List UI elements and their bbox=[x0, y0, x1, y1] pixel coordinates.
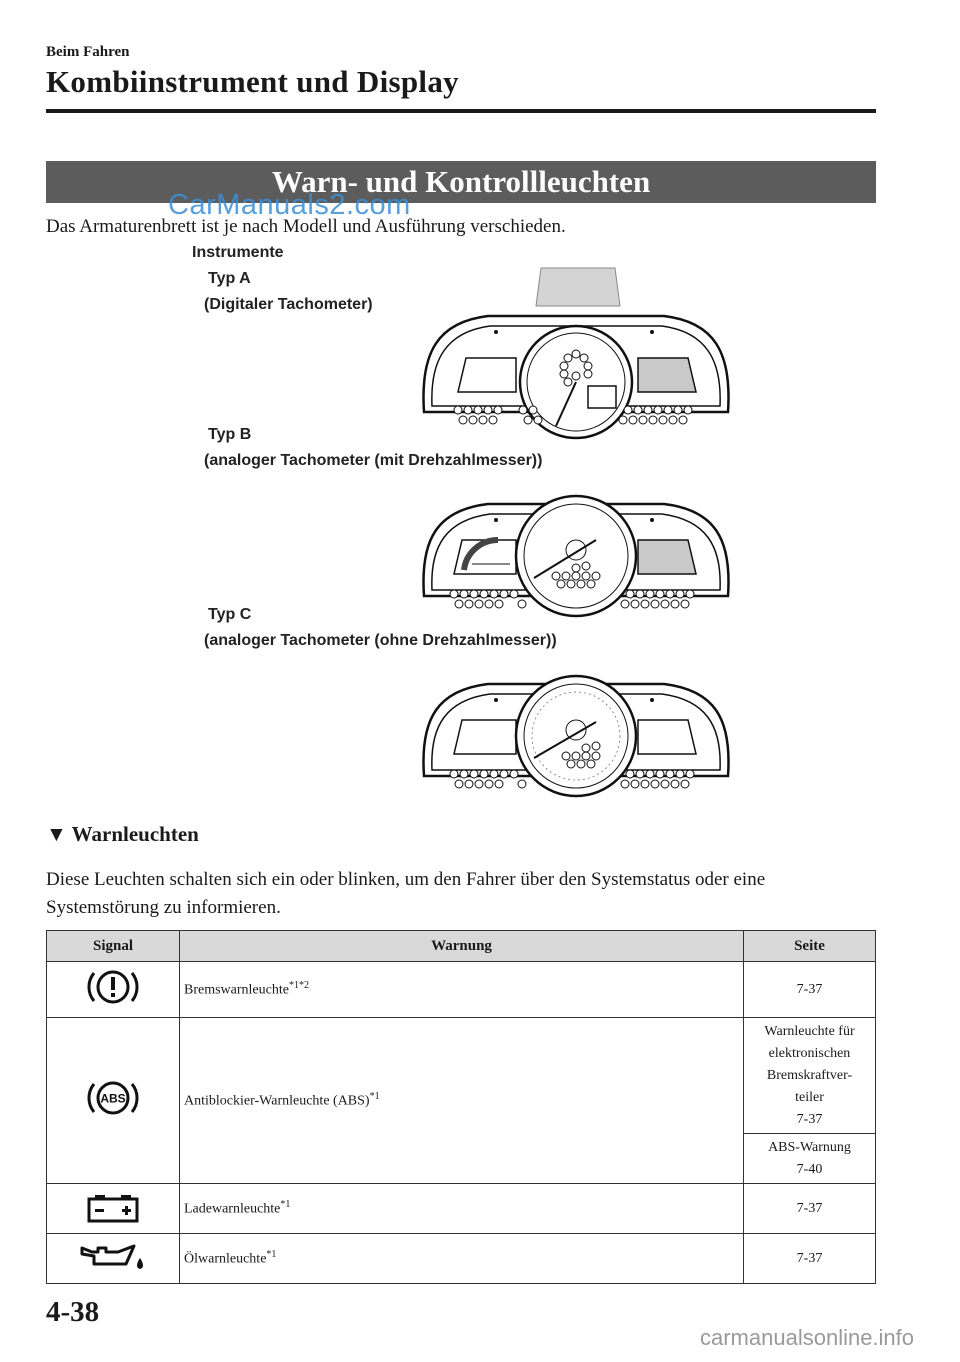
triangle-marker-icon: ▼ bbox=[46, 822, 67, 846]
signal-cell bbox=[47, 962, 180, 1018]
warning-name: Antiblockier-Warnleuchte (ABS) bbox=[184, 1093, 370, 1109]
type-c-desc: (analoger Tachometer (ohne Drehzahlmesser)) bbox=[204, 632, 557, 649]
page-number: 4-38 bbox=[46, 1296, 100, 1328]
page-ref-line: elektronischen bbox=[768, 1045, 851, 1061]
table-row bbox=[47, 1184, 876, 1234]
header-rule bbox=[46, 109, 876, 113]
page-ref-line: Bremskraftver- bbox=[766, 1067, 853, 1083]
section-heading bbox=[46, 822, 199, 847]
page-cell: 7-37 bbox=[744, 962, 876, 1018]
type-b-desc: (analoger Tachometer (mit Drehzahlmesser)) bbox=[204, 452, 543, 469]
column-header-signal: Signal bbox=[47, 931, 180, 962]
page-cell: 7-37 bbox=[744, 1234, 876, 1284]
watermark: CarManuals2.com bbox=[168, 189, 411, 221]
warning-lights-table bbox=[46, 930, 876, 1284]
signal-cell bbox=[47, 1184, 180, 1234]
signal-cell bbox=[47, 1018, 180, 1184]
warning-cell bbox=[180, 1234, 744, 1284]
abs-warning-icon bbox=[83, 1076, 143, 1120]
section-title: Warnleuchten bbox=[71, 822, 199, 846]
signal-cell bbox=[47, 1234, 180, 1284]
footnote-ref: *1 bbox=[266, 1249, 277, 1261]
page-cell bbox=[744, 1134, 876, 1184]
section-body-text: Diese Leuchten schalten sich ein oder blinken, um den Fahrer über den Systemstatus oder eine Systemstörung zu informieren. bbox=[46, 869, 766, 918]
table-row bbox=[47, 1234, 876, 1284]
cluster-illustration-type-a bbox=[418, 262, 734, 442]
section-banner: Warn- und Kontrollleuchten bbox=[46, 161, 876, 203]
column-header-warning: Warnung bbox=[180, 931, 744, 962]
chapter-title: Kombiinstrument und Display bbox=[46, 64, 459, 99]
warning-name: Bremswarnleuchte bbox=[184, 982, 289, 998]
cluster-illustration-type-b bbox=[418, 478, 734, 620]
page-ref-line: teiler bbox=[795, 1089, 824, 1105]
warning-cell bbox=[180, 1018, 744, 1184]
page-ref-line: Warnleuchte für bbox=[764, 1023, 855, 1039]
page-ref-number: 7-37 bbox=[796, 1111, 823, 1127]
type-b-label: Typ B bbox=[208, 426, 252, 443]
footnote-ref: *1 bbox=[280, 1199, 291, 1211]
warning-name: Ölwarnleuchte bbox=[184, 1251, 267, 1267]
running-head: Beim Fahren bbox=[46, 44, 130, 60]
type-c-label: Typ C bbox=[208, 606, 252, 623]
footnote-ref: *1*2 bbox=[288, 980, 309, 992]
warning-name: Ladewarnleuchte bbox=[184, 1201, 281, 1217]
abs-icon-text: ABS bbox=[100, 1091, 126, 1106]
footnote-ref: *1 bbox=[369, 1091, 380, 1103]
table-row bbox=[47, 1018, 876, 1134]
page-cell bbox=[744, 1018, 876, 1134]
type-a-desc: (Digitaler Tachometer) bbox=[204, 296, 373, 313]
cluster-illustration-type-c bbox=[418, 658, 734, 800]
oil-pressure-icon bbox=[78, 1238, 148, 1274]
table-row bbox=[47, 962, 876, 1018]
page-ref-line: ABS-Warnung bbox=[768, 1139, 851, 1155]
battery-charge-icon bbox=[83, 1186, 143, 1226]
warning-cell bbox=[180, 1184, 744, 1234]
intro-text: Das Armaturenbrett ist je nach Modell und Ausführung verschieden. bbox=[46, 216, 566, 237]
table-header-row bbox=[47, 931, 876, 962]
page-ref-number: 7-40 bbox=[796, 1161, 823, 1177]
warning-cell bbox=[180, 962, 744, 1018]
type-a-label: Typ A bbox=[208, 270, 251, 287]
brake-warning-icon bbox=[83, 965, 143, 1009]
page-cell: 7-37 bbox=[744, 1184, 876, 1234]
column-header-page: Seite bbox=[744, 931, 876, 962]
footer-site-watermark: carmanualsonline.info bbox=[700, 1325, 915, 1350]
figure-label: Instrumente bbox=[192, 244, 284, 261]
